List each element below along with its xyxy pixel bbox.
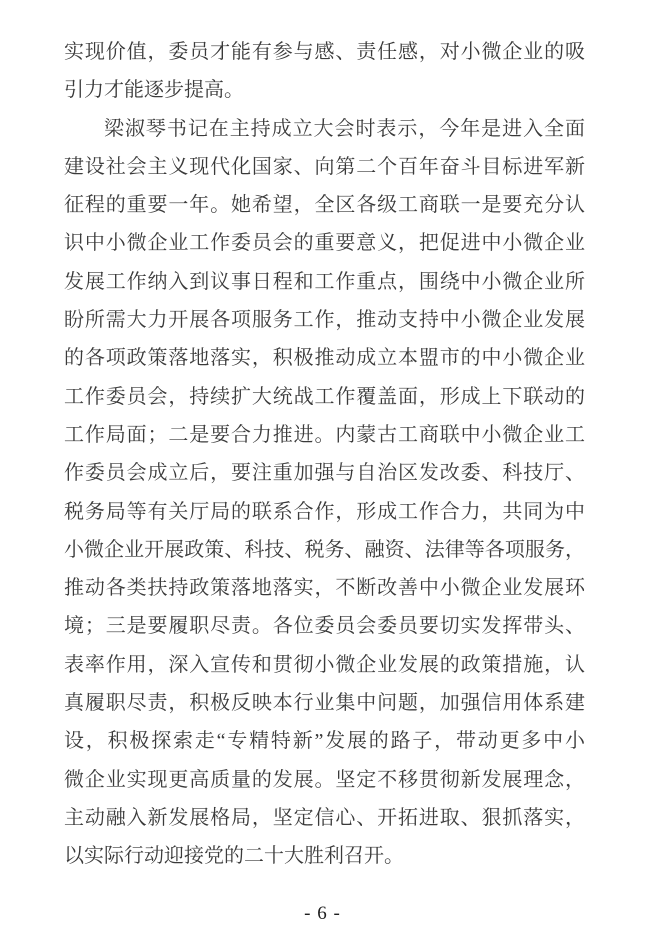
- text-line: 发展工作纳入到议事日程和工作重点，围绕中小微企业所: [64, 270, 585, 293]
- text-line: 真履职尽责，积极反映本行业集中问题，加强信用体系建: [64, 692, 585, 715]
- text-line: 工作局面；二是要合力推进。内蒙古工商联中小微企业工: [64, 423, 585, 446]
- text-line: 微企业实现更高质量的发展。坚定不移贯彻新发展理念，: [64, 768, 585, 791]
- text-line: 推动各类扶持政策落地落实，不断改善中小微企业发展环: [64, 577, 585, 600]
- text-line: 税务局等有关厅局的联系合作，形成工作合力，共同为中: [64, 500, 585, 523]
- text-line: 境；三是要履职尽责。各位委员会委员要切实发挥带头、: [64, 615, 585, 638]
- text-line: 以实际行动迎接党的二十大胜利召开。: [64, 845, 404, 868]
- text-line: 引力才能逐步提高。: [64, 79, 244, 102]
- text-line: 梁淑琴书记在主持成立大会时表示，今年是进入全面: [104, 117, 585, 140]
- page-number: - 6 -: [304, 903, 341, 924]
- text-line: 设，积极探索走“专精特新”发展的路子，带动更多中小: [64, 730, 585, 753]
- text-line: 作委员会成立后，要注重加强与自治区发改委、科技厅、: [64, 462, 585, 485]
- text-line: 识中小微企业工作委员会的重要意义，把促进中小微企业: [64, 232, 585, 255]
- text-line: 的各项政策落地落实，积极推动成立本盟市的中小微企业: [64, 347, 585, 370]
- body-text: [64, 33, 585, 876]
- text-line: 实现价值，委员才能有参与感、责任感，对小微企业的吸: [64, 41, 585, 63]
- text-line: 表率作用，深入宣传和贯彻小微企业发展的政策措施，认: [64, 653, 585, 676]
- text-line: 工作委员会，持续扩大统战工作覆盖面，形成上下联动的: [64, 385, 585, 408]
- text-line: 小微企业开展政策、科技、税务、融资、法律等各项服务，: [64, 538, 585, 561]
- text-line: 征程的重要一年。她希望，全区各级工商联一是要充分认: [64, 194, 585, 217]
- text-line: 盼所需大力开展各项服务工作，推动支持中小微企业发展: [64, 309, 585, 332]
- text-line: 主动融入新发展格局，坚定信心、开拓进取、狠抓落实，: [64, 806, 585, 829]
- text-line: 建设社会主义现代化国家、向第二个百年奋斗目标进军新: [64, 155, 585, 178]
